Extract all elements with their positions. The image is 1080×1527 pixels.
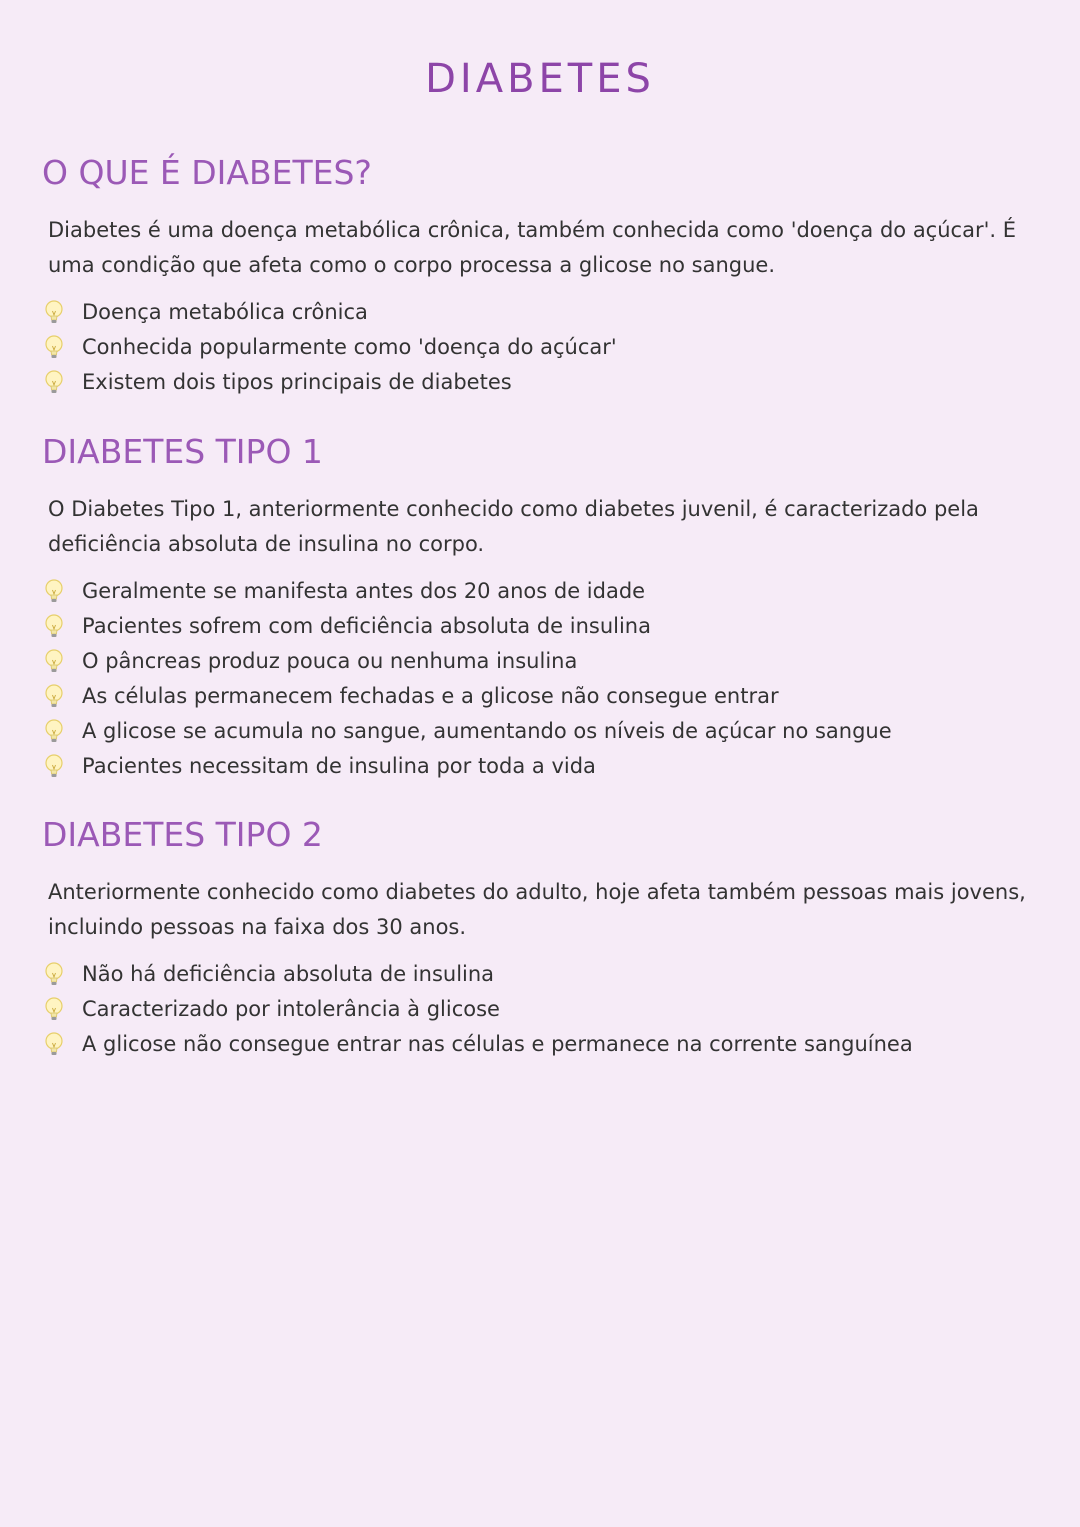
lightbulb-icon [42,334,66,362]
bullet-text: O pâncreas produz pouca ou nenhuma insulina [82,649,578,673]
lightbulb-icon [42,613,66,641]
bullet-text: Existem dois tipos principais de diabetes [82,370,512,394]
list-item [42,957,913,992]
list-item [42,679,892,714]
list-item [42,609,892,644]
lightbulb-icon [42,578,66,606]
list-item [42,295,617,330]
list-item [42,574,892,609]
section-intro: Diabetes é uma doença metabólica crônica, também conhecida como 'doença do açúcar'. É uma condição que afeta como o corpo processa a glicose no sangue. [48,218,1016,277]
lightbulb-icon [42,718,66,746]
bullet-text: Pacientes sofrem com deficiência absoluta de insulina [82,614,651,638]
list-item [42,1027,913,1062]
bullet-text: A glicose se acumula no sangue, aumentando os níveis de açúcar no sangue [82,719,892,743]
lightbulb-icon [42,683,66,711]
list-item [42,749,892,784]
page-title: DIABETES [425,56,655,102]
bullet-text: Conhecida popularmente como 'doença do açúcar' [82,335,617,359]
bullet-text: Não há deficiência absoluta de insulina [82,962,495,986]
list-item [42,644,892,679]
lightbulb-icon [42,961,66,989]
bullet-text: Caracterizado por intolerância à glicose [82,997,500,1021]
bullet-text: Pacientes necessitam de insulina por toda a vida [82,754,596,778]
section-heading: O QUE É DIABETES? [42,153,372,192]
bullet-list [42,295,617,400]
section-intro: Anteriormente conhecido como diabetes do adulto, hoje afeta também pessoas mais jovens, incluindo pessoas na faixa dos 30 anos. [48,880,1026,939]
bullet-text: Geralmente se manifesta antes dos 20 anos de idade [82,579,646,603]
lightbulb-icon [42,648,66,676]
list-item [42,992,913,1027]
lightbulb-icon [42,996,66,1024]
list-item [42,330,617,365]
lightbulb-icon [42,369,66,397]
bullet-text: As células permanecem fechadas e a glicose não consegue entrar [82,684,779,708]
lightbulb-icon [42,299,66,327]
lightbulb-icon [42,1031,66,1059]
section-intro: O Diabetes Tipo 1, anteriormente conhecido como diabetes juvenil, é caracterizado pela deficiência absoluta de insulina no corpo. [48,497,979,556]
list-item [42,365,617,400]
bullet-text: Doença metabólica crônica [82,300,368,324]
bullet-text: A glicose não consegue entrar nas células e permanece na corrente sanguínea [82,1032,913,1056]
list-item [42,714,892,749]
bullet-list [42,574,892,784]
bullet-list [42,957,913,1062]
section-heading: DIABETES TIPO 1 [42,432,323,471]
lightbulb-icon [42,753,66,781]
section-heading: DIABETES TIPO 2 [42,815,323,854]
